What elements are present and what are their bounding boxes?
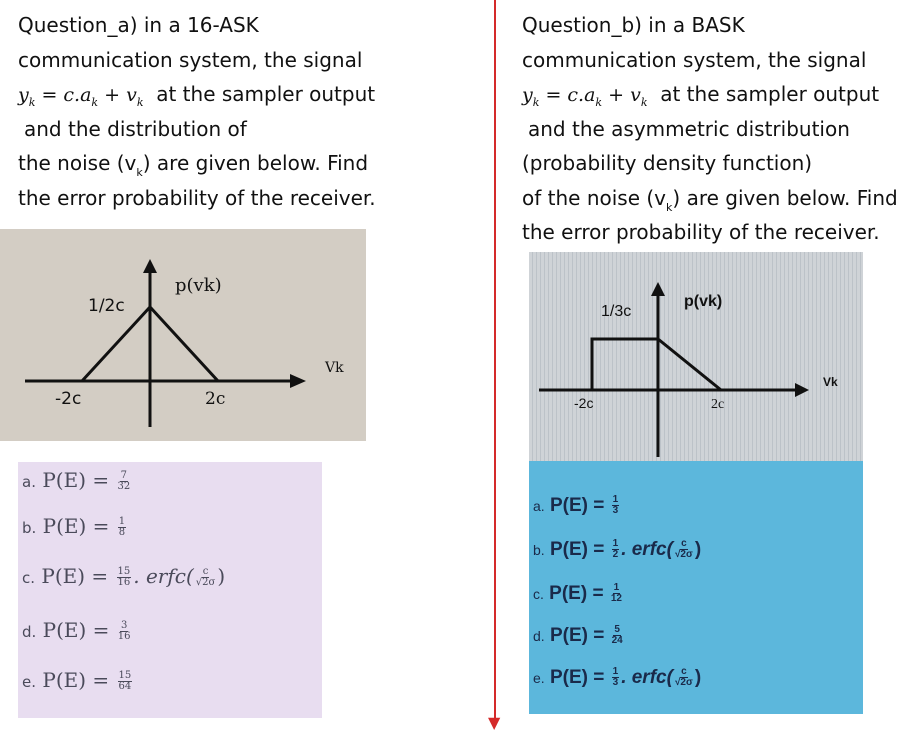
question-a-line: the error probability of the receiver. bbox=[18, 185, 376, 210]
x-label: Vk bbox=[823, 375, 838, 389]
question-b-line: the error probability of the receiver. bbox=[522, 220, 880, 244]
peak-label: 1/2c bbox=[88, 296, 125, 316]
y-axis-arrow-icon bbox=[143, 259, 157, 273]
right-tick-label: 2c bbox=[711, 397, 725, 412]
question-a-line: communication system, the signal bbox=[18, 47, 363, 72]
figure-a-graph bbox=[0, 229, 366, 441]
question-b-text bbox=[522, 8, 898, 250]
y-axis-arrow-icon bbox=[651, 282, 665, 296]
question-a-line: at the sampler output bbox=[156, 82, 376, 106]
answer-option-e[interactable]: e. P(E) = $\frac{15}{64}$ bbox=[22, 668, 132, 692]
question-b-line: (probability density function) bbox=[522, 151, 813, 175]
question-a-noise-line: the noise $(v_k)$ are given below. Find bbox=[18, 151, 369, 179]
x-axis-arrow-icon bbox=[795, 383, 809, 397]
question-b-noise-line: of the noise $(v_k)$ are given below. Find bbox=[522, 185, 898, 214]
figure-a-photo bbox=[0, 229, 366, 441]
figure-b-photo bbox=[529, 252, 863, 461]
answer-option-b[interactable]: b. P(E) = $\frac{1}{8}$ bbox=[22, 514, 126, 538]
figure-b-graph bbox=[529, 252, 863, 461]
answer-option-e[interactable]: e. P(E) = $\frac{1}{3}$ . erfc( $\frac{c}{√2\sigma}$ ) bbox=[533, 666, 702, 689]
answer-option-c[interactable]: c. P(E) = $\frac{1}{12}$ bbox=[533, 582, 622, 605]
question-a-formula-line bbox=[18, 77, 376, 112]
x-axis-arrow-icon bbox=[290, 374, 306, 388]
signal-formula: $y_k = c.a_k + v_k$ bbox=[18, 84, 144, 109]
answer-option-d[interactable]: d. P(E) = $\frac{3}{16}$ bbox=[22, 618, 131, 642]
y-label: p(vk) bbox=[684, 293, 723, 310]
answer-option-b[interactable]: b. P(E) = $\frac{1}{2}$ . erfc( $\frac{c}{√2\sigma}$ ) bbox=[533, 538, 702, 561]
question-b-line: at the sampler output bbox=[660, 82, 880, 106]
answer-option-c[interactable]: c. P(E) = $\frac{15}{16}$ . erfc( $\frac{c}{√2\sigma}$ ) bbox=[22, 564, 226, 588]
answer-option-a[interactable]: a. P(E) = $\frac{1}{3}$ bbox=[533, 494, 619, 517]
answer-option-d[interactable]: d. P(E) = $\frac{5}{24}$ bbox=[533, 624, 623, 647]
left-tick-label: -2c bbox=[574, 395, 594, 411]
question-b-line: and the asymmetric distribution bbox=[528, 116, 850, 141]
signal-formula: $y_k = c.a_k + v_k$ bbox=[522, 84, 648, 109]
question-b-title: Question_b) in a BASK bbox=[522, 13, 745, 37]
question-a-line: and the distribution of bbox=[24, 116, 247, 141]
answer-option-a[interactable]: a. P(E) = $\frac{7}{32}$ bbox=[22, 468, 131, 492]
answers-a-panel bbox=[18, 462, 322, 718]
y-label: p(vk) bbox=[175, 275, 222, 296]
left-tick-label: -2c bbox=[55, 389, 82, 409]
column-divider bbox=[494, 0, 496, 722]
right-tick-label: 2c bbox=[205, 389, 226, 409]
x-label: Vk bbox=[325, 360, 344, 376]
question-a-text bbox=[18, 8, 376, 215]
peak-label: 1/3c bbox=[601, 303, 632, 320]
divider-arrow-icon: ▼ bbox=[488, 713, 501, 732]
question-b-formula-line bbox=[522, 77, 898, 112]
question-a-title: Question_a) in a 16-ASK bbox=[18, 13, 259, 37]
question-b-line: communication system, the signal bbox=[522, 47, 867, 72]
answers-b-panel bbox=[529, 461, 863, 714]
